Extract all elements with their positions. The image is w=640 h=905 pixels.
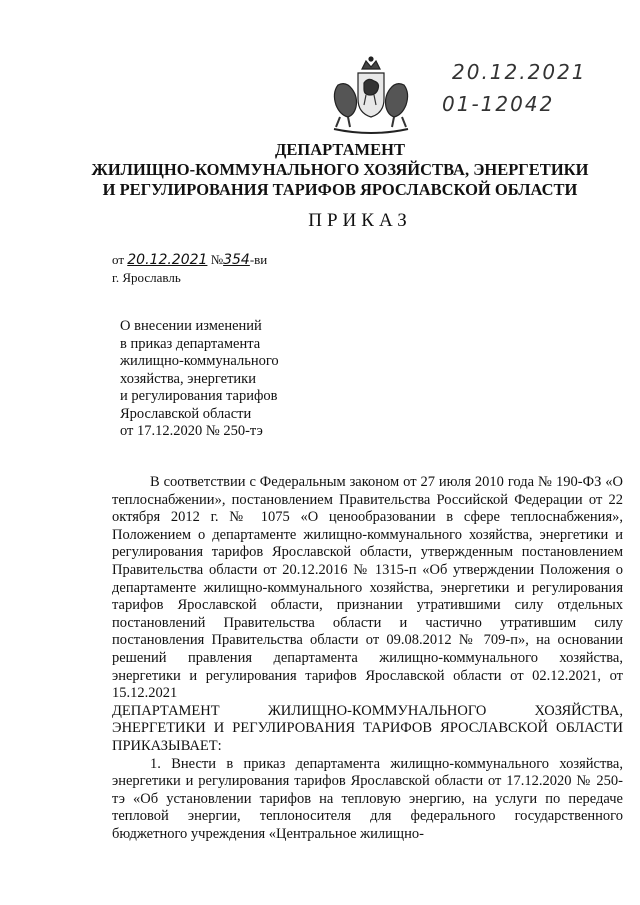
order-date: 20.12.2021 bbox=[127, 252, 208, 268]
subject-line: от 17.12.2020 № 250-тэ bbox=[120, 423, 263, 439]
order-prefix: от bbox=[112, 252, 125, 267]
order-suffix: -ви bbox=[249, 252, 268, 267]
department-title-line-1: ДЕПАРТАМЕНТ bbox=[275, 140, 405, 159]
subject-line: жилищно-коммунального bbox=[120, 353, 279, 369]
order-item-1: 1. Внести в приказ департамента жилищно-коммунального хозяйства, энергетики и регулирования тарифов Ярославской области от 17.12.2020 № 250-тэ «Об установлении тарифов на тепловую энергию, на услуги по передаче тепловой энергии, теплоносителя для федерального государственного бюджетного учреждения «Центральное жилищно- bbox=[112, 755, 623, 842]
subject-line: О внесении изменений bbox=[120, 318, 262, 334]
stamp-date: 20.12.2021 bbox=[452, 60, 587, 84]
order-city: г. Ярославль bbox=[112, 270, 181, 285]
subject-line: Ярославской области bbox=[120, 405, 252, 422]
subject-line: и регулирования тарифов bbox=[120, 388, 278, 404]
order-phrase: ДЕПАРТАМЕНТ ЖИЛИЩНО-КОММУНАЛЬНОГО ХОЗЯЙСТВА, ЭНЕРГЕТИКИ И РЕГУЛИРОВАНИЯ ТАРИФОВ ЯРОСЛАВСКОЙ ОБЛАСТИ ПРИКАЗЫВАЕТ: bbox=[112, 702, 623, 754]
department-title-line-3: И РЕГУЛИРОВАНИЯ ТАРИФОВ ЯРОСЛАВСКОЙ ОБЛАСТИ bbox=[102, 180, 578, 199]
document-title: ПРИКАЗ bbox=[308, 210, 412, 231]
coat-of-arms-emblem bbox=[326, 55, 416, 137]
order-number-line bbox=[112, 252, 267, 268]
subject-line: хозяйства, энергетики bbox=[120, 370, 256, 387]
order-body bbox=[112, 474, 623, 843]
order-number: 354 bbox=[223, 252, 250, 268]
department-title-line-2: ЖИЛИЩНО-КОММУНАЛЬНОГО ХОЗЯЙСТВА, ЭНЕРГЕТИКИ bbox=[91, 160, 589, 179]
order-number-sign: № bbox=[210, 252, 224, 267]
preamble-paragraph: В соответствии с Федеральным законом от 27 июля 2010 года № 190-ФЗ «О теплоснабжении», постановлением Правительства Российской Федерации от 22 октября 2012 г. № 1075 «О ценообразовании в сфере теплоснабжения», Положением о департаменте жилищно-коммунального хозяйства, энергетики и регулирования тарифов Ярославской области, утвержденным постановлением Правительства области от 20.12.2016 № 1315-п «Об утверждении Положения о департаменте жилищно-коммунального хозяйства, энергетики и регулирования тарифов Ярославской области, признании утратившими силу отдельных постановлений Правительства области и частично утратившим силу постановления Правительства области от 09.08.2012 № 709-п», на основании решений правления департамента жилищно-коммунального хозяйства, энергетики и регулирования тарифов Ярославской области от 02.12.2021, от 15.12.2021 bbox=[112, 474, 623, 702]
subject-line: в приказ департамента bbox=[120, 335, 261, 352]
order-subject bbox=[120, 318, 370, 441]
stamp-number: 01-12042 bbox=[442, 92, 555, 116]
